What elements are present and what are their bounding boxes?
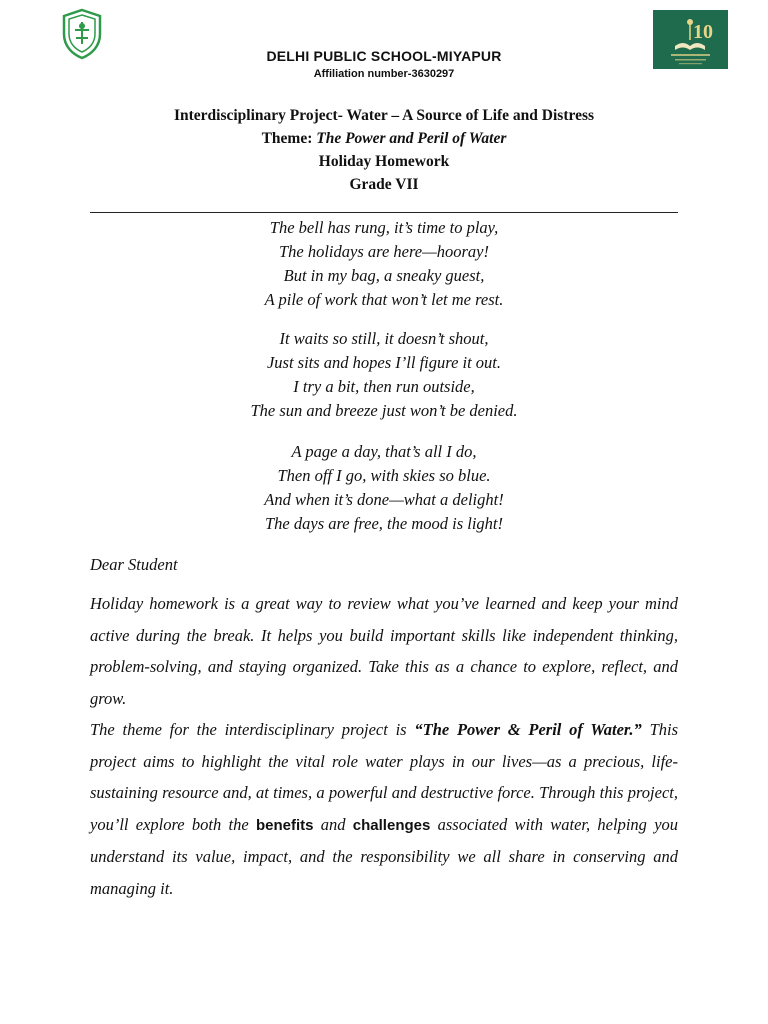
theme-line xyxy=(90,127,678,150)
poem-stanza-1 xyxy=(90,216,678,312)
poem-line: A pile of work that won’t let me rest. xyxy=(264,290,504,309)
letter-greeting: Dear Student xyxy=(90,555,178,574)
para2-intro: The theme for the interdisciplinary project is xyxy=(90,720,415,739)
project-title: Interdisciplinary Project- Water – A Source of Life and Distress xyxy=(173,107,595,124)
poem-line: The days are free, the mood is light! xyxy=(265,514,503,533)
homework-title: Holiday Homework xyxy=(318,153,450,170)
poem-line: A page a day, that’s all I do, xyxy=(291,442,477,461)
para2-end: associated with water, helping you understand its value, impact, and the responsibility we all share in conserving and managing it. xyxy=(90,814,679,898)
poem-stanza-3 xyxy=(90,440,678,536)
para2-mid: This project aims to highlight the vital role water plays in our lives—as a precious, life-sustaining resource and, at times, a powerful and destructive force. Through this project, you’ll explore both the xyxy=(90,720,678,834)
theme-title: The Power and Peril of Water xyxy=(316,130,507,147)
poem-line: The sun and breeze just won’t be denied. xyxy=(250,401,518,420)
poem-line: Then off I go, with skies so blue. xyxy=(277,466,491,485)
poem-stanza-2 xyxy=(90,327,678,423)
school-name: DELHI PUBLIC SCHOOL-MIYAPUR xyxy=(266,48,502,64)
para2-challenges: challenges xyxy=(352,816,431,834)
para2-and: and xyxy=(313,814,353,834)
grade-title: Grade VII xyxy=(349,176,419,193)
letter-paragraph-1: Holiday homework is a great way to review what you’ve learned and keep your mind active during the break. It helps you build important skills like independent thinking, problem-solving, and staying organized. Take this as a chance to explore, reflect, and grow. xyxy=(90,594,678,708)
poem-line: But in my bag, a sneaky guest, xyxy=(283,266,485,285)
poem-line: Just sits and hopes I’ll figure it out. xyxy=(266,353,502,372)
poem-line: It waits so still, it doesn’t shout, xyxy=(279,329,489,348)
poem-line: I try a bit, then run outside, xyxy=(293,377,475,396)
poem-line: The bell has rung, it’s time to play, xyxy=(269,218,499,237)
para2-benefits: benefits xyxy=(255,816,314,834)
letter-paragraph-2 xyxy=(90,714,678,904)
theme-label: Theme: xyxy=(261,130,317,147)
affiliation-number: Affiliation number-3630297 xyxy=(313,68,455,80)
para2-theme: “The Power & Peril of Water.” xyxy=(414,720,642,739)
poem-line: The holidays are here—hooray! xyxy=(278,242,490,261)
svg-text:10: 10 xyxy=(693,21,713,43)
poem-line: And when it’s done—what a delight! xyxy=(264,490,504,509)
divider-line xyxy=(90,212,678,213)
